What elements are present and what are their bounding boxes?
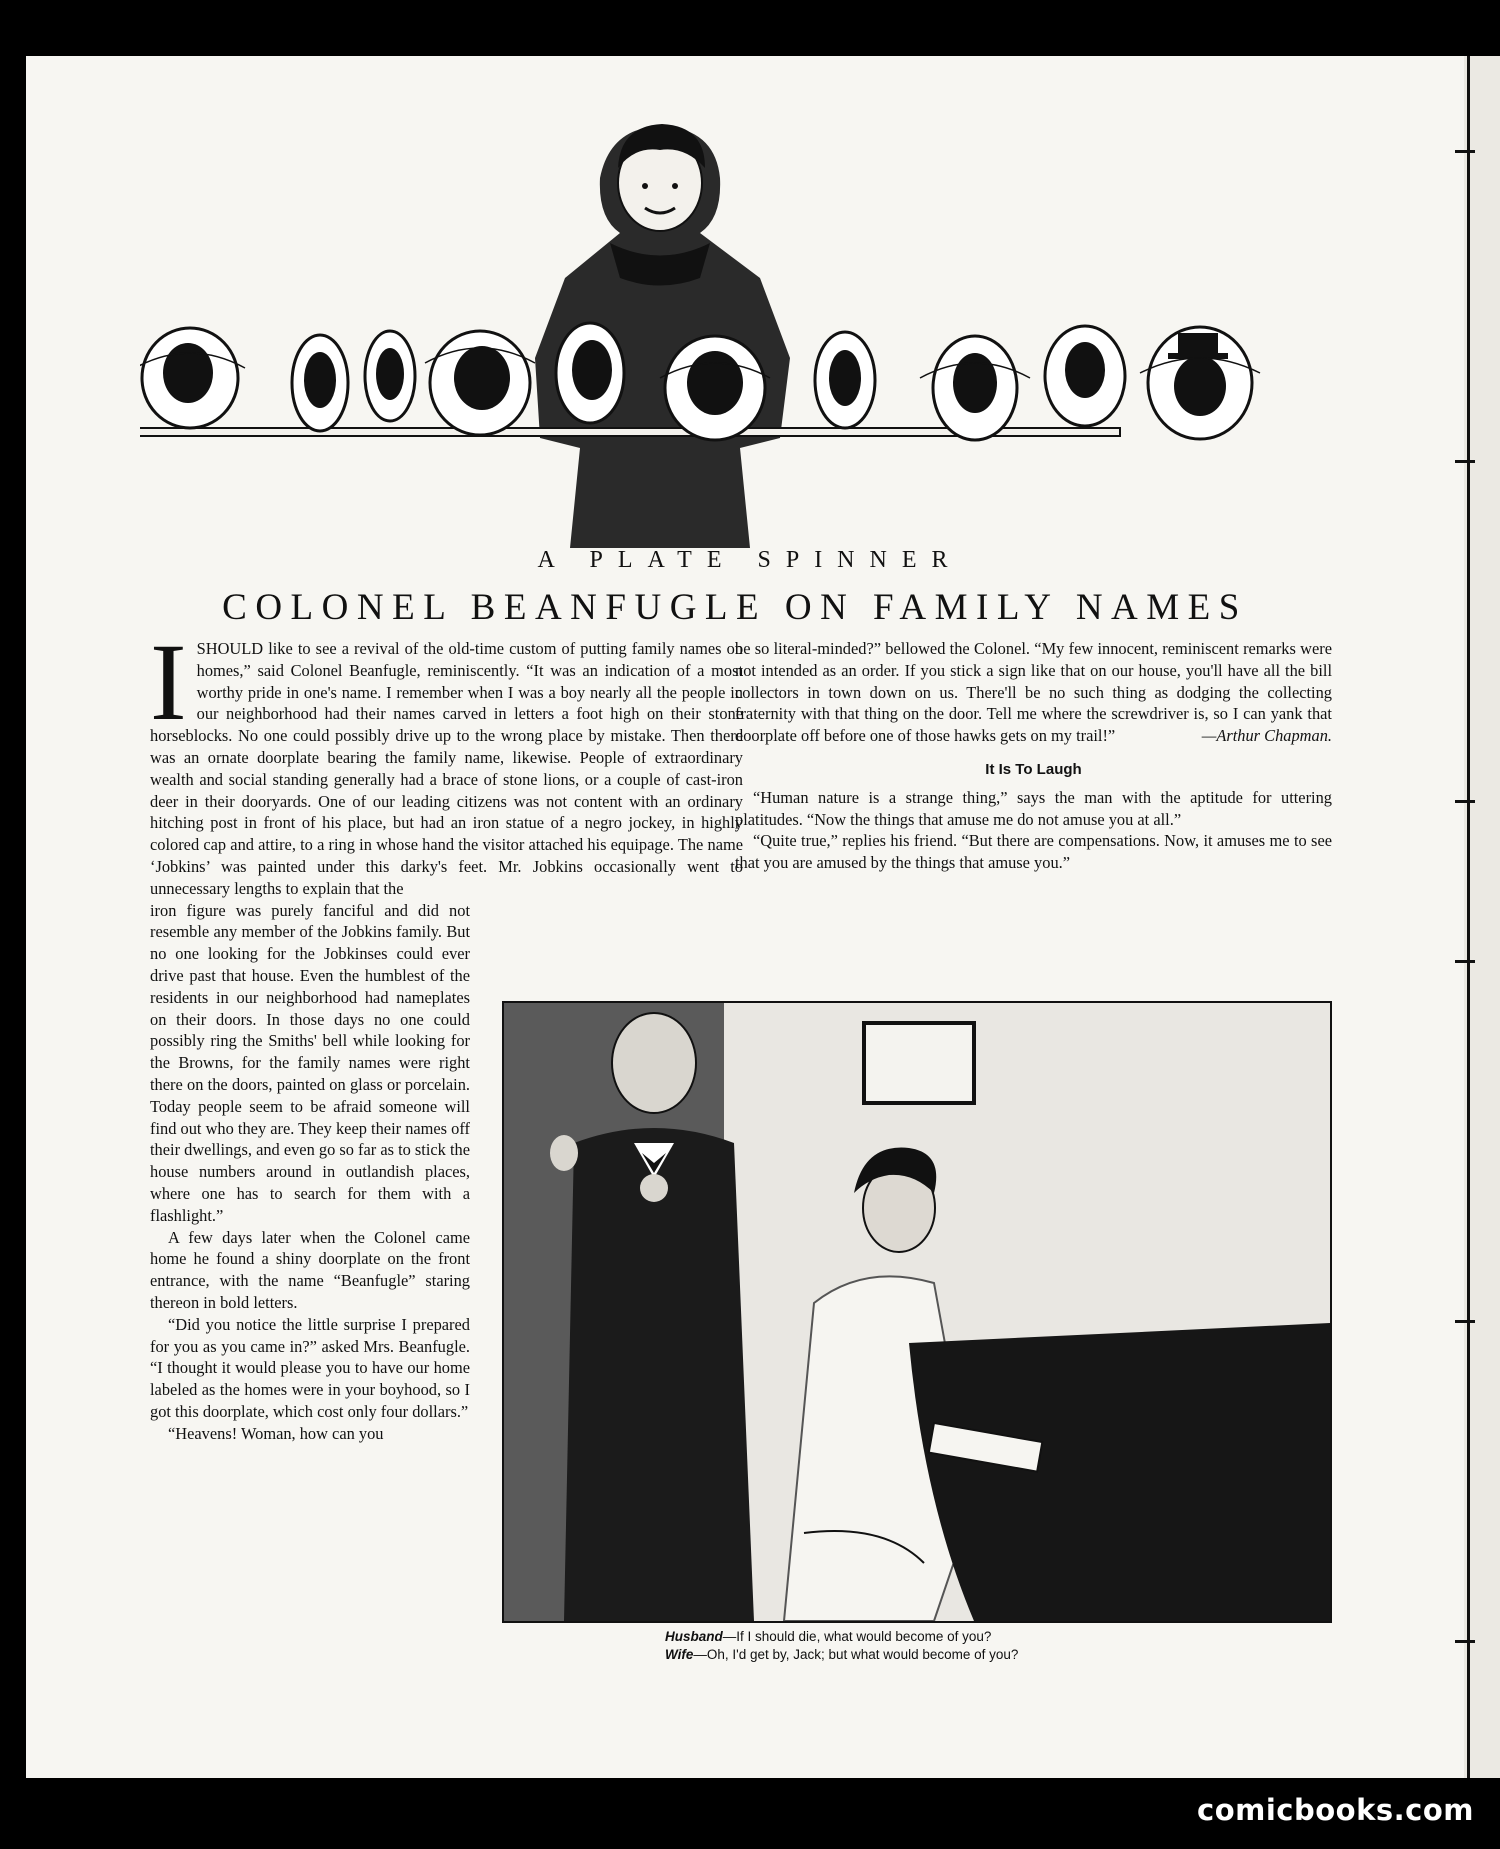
caption-husband-line: [665, 1628, 1345, 1646]
wife-text: —Oh, I'd get by, Jack; but what would become of you?: [693, 1647, 1019, 1662]
top-border: [0, 0, 1500, 56]
article-paragraph: “Did you notice the little surprise I prepared for you as you came in?” asked Mrs. Beanfugle. “I thought it would please you to have our home labeled as the homes were in your boyhood, so I got this doorplate, which cost only four dollars.”: [150, 1314, 470, 1421]
spine-tick: [1455, 1640, 1475, 1643]
drop-cap: I: [150, 621, 187, 743]
article-paragraph: A few days later when the Colonel came home he found a shiny doorplate on the front entrance, with the name “Beanfugle” staring thereon in bold letters.: [150, 1227, 470, 1312]
spine-tick: [1455, 1320, 1475, 1323]
lead-text: SHOULD like to see a revival of the old-time custom of putting family names on homes,” said Colonel Beanfugle, reminiscently. “It was an indication of a most worthy pride in one's name. I remember when I was a boy nearly all the people in our neighborhood had their names carved in letters a foot high on their stone horseblocks. No one could possibly drive up to the wrong place by mistake. Then there was an ornate doorplate bearing the family name, likewise. People of extraordinary wealth and social standing generally had a brace of stone lions, or a couple of cast-iron deer in their dooryards. One of our leading citizens was not content with an ordinary hitching post in front of his place, but had an iron statue of a negro jockey, in highly colored cap and attire, to a ring in whose hand the visitor attached his equipage. The name ‘Jobkins’ was painted under this darky's feet. Mr. Jobkins occasionally went to unnecessary lengths to explain that the: [150, 639, 743, 898]
plate-spinner-illustration: [140, 108, 1360, 548]
article-paragraph: iron figure was purely fanciful and did not resemble any member of the Jobkins family. But no one looking for the Jobkinses could ever drive past that house. Even the humblest of the residents in our neighborhood had nameplates on their doors. In those days no one could possibly ring the Smiths' bell while looking for the Browns, for the family names were right there on the doors, painted on glass or porcelain. Today people seem to be afraid someone will find out who they are. They keep their names off their dwellings, and even go so far as to stick the house numbers around in outlandish places, where one has to search for them with a flashlight.”: [150, 900, 470, 1225]
article-continuation: [735, 638, 1332, 747]
spine-line: [1467, 56, 1470, 1778]
article-title: COLONEL BEANFUGLE ON FAMILY NAMES: [222, 587, 1248, 628]
caption-wife-line: [665, 1646, 1345, 1664]
spine-tick: [1455, 800, 1475, 803]
continuation-text: be so literal-minded?” bellowed the Colonel. “My few innocent, reminiscent remarks were not intended as an order. If you stick a sign like that on our house, you'll have all the bill collectors in town down on us. There'll be no such thing as dodging the collecting fraternity with that thing on the door. Tell me where the screwdriver is, so I can yank that doorplate off before one of those hawks gets on my trail!”: [735, 639, 1332, 746]
spine-tick: [1455, 460, 1475, 463]
husband-text: —If I should die, what would become of you?: [722, 1629, 992, 1644]
cartoon-caption: [665, 1628, 1345, 1664]
article-column-right: [735, 638, 1332, 874]
husband-label: Husband: [665, 1629, 723, 1644]
wife-label: Wife: [665, 1647, 694, 1662]
article-paragraph: “Heavens! Woman, how can you: [168, 1423, 384, 1443]
article-narrow-column: [150, 900, 470, 1445]
author-signature: —Arthur Chapman.: [1201, 726, 1332, 746]
illustration-caption: A PLATE SPINNER: [537, 547, 963, 573]
joke-paragraph: “Quite true,” replies his friend. “But there are compensations. Now, it amuses me to see that you are amused by the things that amuse you.”: [735, 831, 1332, 873]
watermark: comicbooks.com: [1197, 1793, 1474, 1827]
joke-title: It Is To Laugh: [985, 760, 1082, 778]
spine-tick: [1455, 960, 1475, 963]
joke-paragraph: “Human nature is a strange thing,” says the man with the aptitude for uttering platitudes. “Now the things that amuse me do not amuse you at all.”: [735, 787, 1332, 829]
piano-cartoon-illustration: [502, 1001, 1332, 1623]
article-lead-paragraph: [150, 621, 743, 900]
spine-tick: [1455, 150, 1475, 153]
